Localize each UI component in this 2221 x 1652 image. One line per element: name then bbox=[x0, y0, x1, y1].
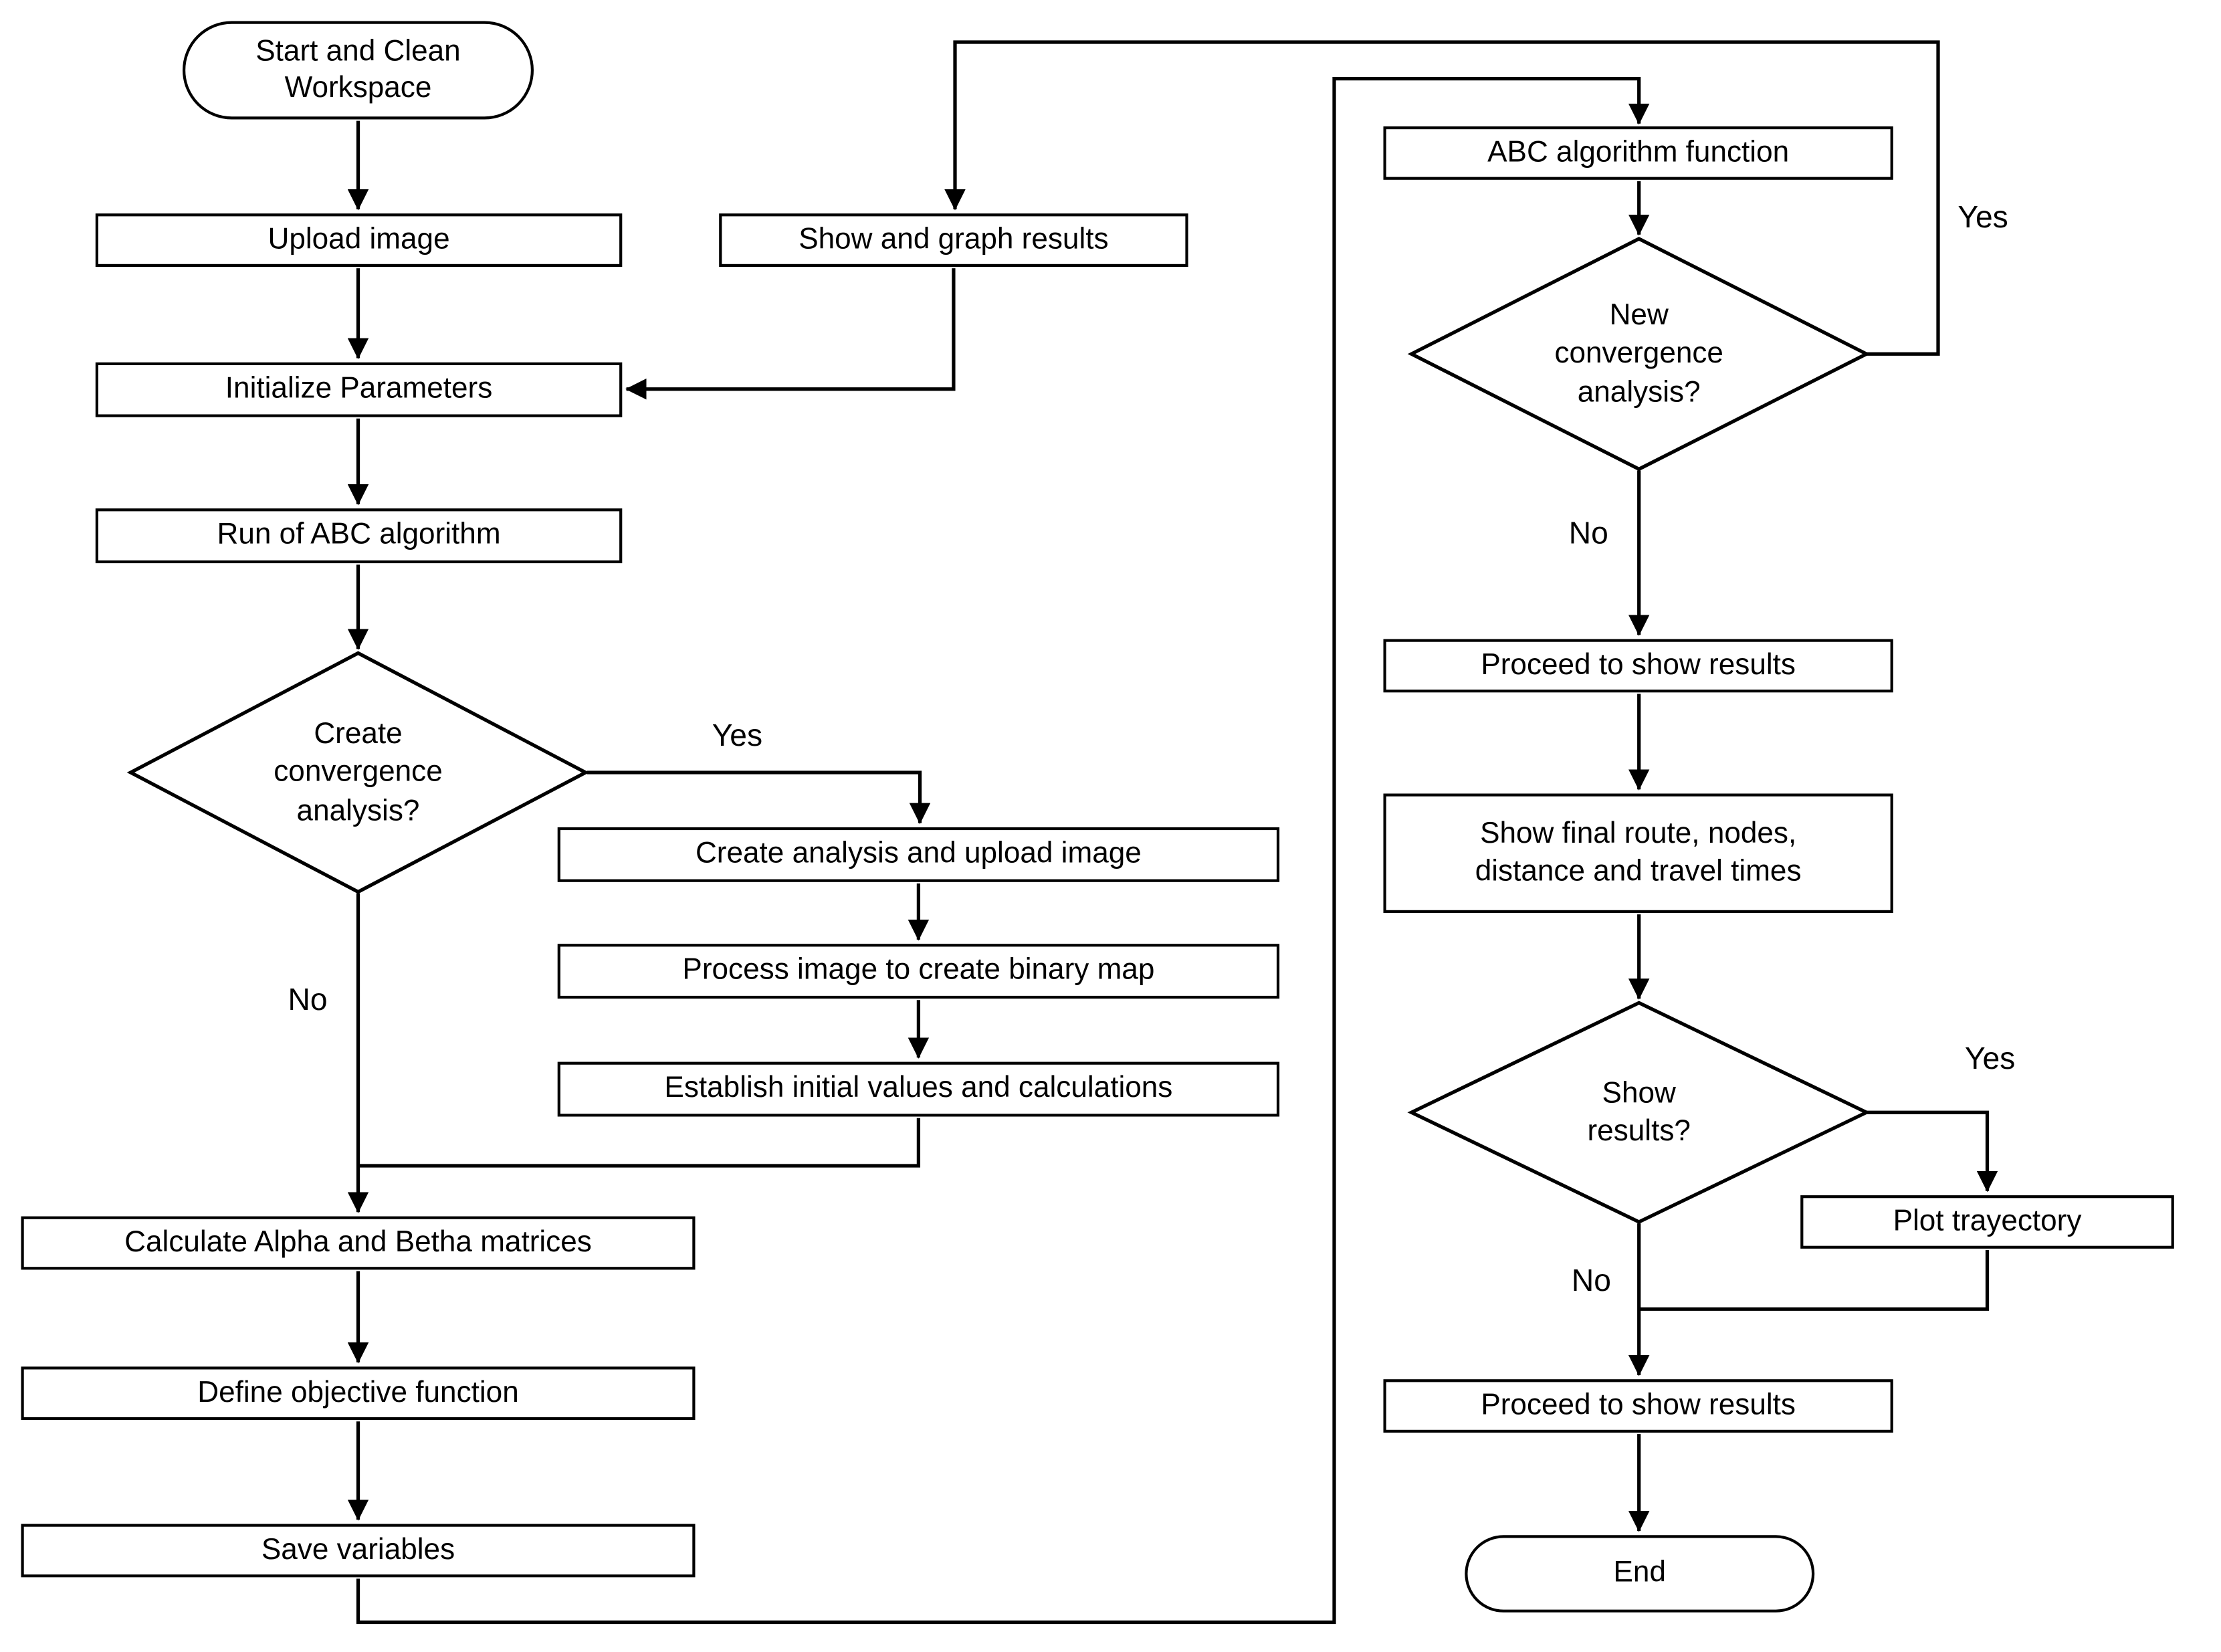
node-plot-trayectory-label: Plot trayectory bbox=[1893, 1205, 2082, 1237]
node-abc-algorithm-function-label: ABC algorithm function bbox=[1487, 136, 1790, 169]
edge-create-convergence-yes bbox=[587, 772, 920, 823]
edge-label-create-convergence-no: No bbox=[285, 983, 330, 1017]
edge-show-results-yes bbox=[1867, 1112, 1988, 1191]
node-create-analysis-upload bbox=[558, 827, 1279, 882]
node-show-and-graph-results bbox=[719, 213, 1188, 267]
edge-label-create-convergence-yes: Yes bbox=[710, 719, 766, 752]
node-initialize-parameters bbox=[96, 363, 623, 417]
edge-label-new-convergence-no: No bbox=[1566, 517, 1611, 550]
edge-plot-merge bbox=[1638, 1250, 1988, 1309]
edge-new-convergence-yes-loop bbox=[955, 42, 1938, 354]
node-end-label: End bbox=[1613, 1556, 1666, 1589]
node-establish-initial-values-label: Establish initial values and calculations bbox=[664, 1072, 1173, 1105]
node-create-analysis-upload-label: Create analysis and upload image bbox=[695, 837, 1142, 870]
node-end bbox=[1465, 1535, 1814, 1613]
node-show-and-graph-results-label: Show and graph results bbox=[799, 223, 1109, 255]
node-define-objective-function bbox=[21, 1366, 695, 1420]
node-plot-trayectory bbox=[1800, 1195, 2174, 1249]
edge-label-new-convergence-yes: Yes bbox=[1955, 201, 2011, 234]
node-process-image-binary-map bbox=[558, 944, 1279, 999]
node-show-results-decision-label: Show results? bbox=[1587, 1077, 1691, 1148]
node-calculate-matrices bbox=[21, 1217, 695, 1270]
node-upload-image-label: Upload image bbox=[268, 223, 450, 255]
node-process-image-binary-map-label: Process image to create binary map bbox=[682, 954, 1155, 987]
node-show-final-route-label: Show final route, nodes, distance and travel times bbox=[1475, 817, 1802, 888]
node-proceed-to-show-results-1-label: Proceed to show results bbox=[1481, 648, 1796, 682]
node-save-variables-label: Save variables bbox=[261, 1533, 455, 1566]
node-new-convergence-decision bbox=[1541, 277, 1737, 431]
node-start-label: Start and Clean Workspace bbox=[255, 34, 461, 104]
edge-label-show-results-yes: Yes bbox=[1962, 1042, 2018, 1075]
node-establish-initial-values bbox=[558, 1062, 1279, 1117]
edge-label-show-results-no: No bbox=[1569, 1264, 1614, 1298]
node-new-convergence-decision-label: New convergence analysis? bbox=[1554, 299, 1723, 409]
node-proceed-to-show-results-1 bbox=[1384, 639, 1893, 692]
node-abc-algorithm-function bbox=[1384, 126, 1893, 180]
node-proceed-to-show-results-2-label: Proceed to show results bbox=[1481, 1388, 1796, 1421]
node-show-results-decision bbox=[1572, 1056, 1707, 1168]
node-define-objective-function-label: Define objective function bbox=[197, 1376, 519, 1409]
node-run-abc-algorithm-label: Run of ABC algorithm bbox=[217, 518, 501, 551]
node-run-abc-algorithm bbox=[96, 508, 623, 563]
node-proceed-to-show-results-2 bbox=[1384, 1379, 1893, 1433]
node-create-convergence-decision bbox=[259, 696, 456, 850]
node-upload-image bbox=[96, 213, 623, 267]
node-start bbox=[183, 21, 534, 119]
node-calculate-matrices-label: Calculate Alpha and Betha matrices bbox=[124, 1226, 592, 1259]
node-show-final-route bbox=[1384, 794, 1893, 913]
edge-establish-merge bbox=[356, 1118, 918, 1166]
node-save-variables bbox=[21, 1524, 695, 1578]
edge-show-graph-to-initialize bbox=[627, 268, 954, 389]
node-create-convergence-decision-label: Create convergence analysis? bbox=[274, 718, 443, 827]
node-initialize-parameters-label: Initialize Parameters bbox=[225, 373, 493, 405]
